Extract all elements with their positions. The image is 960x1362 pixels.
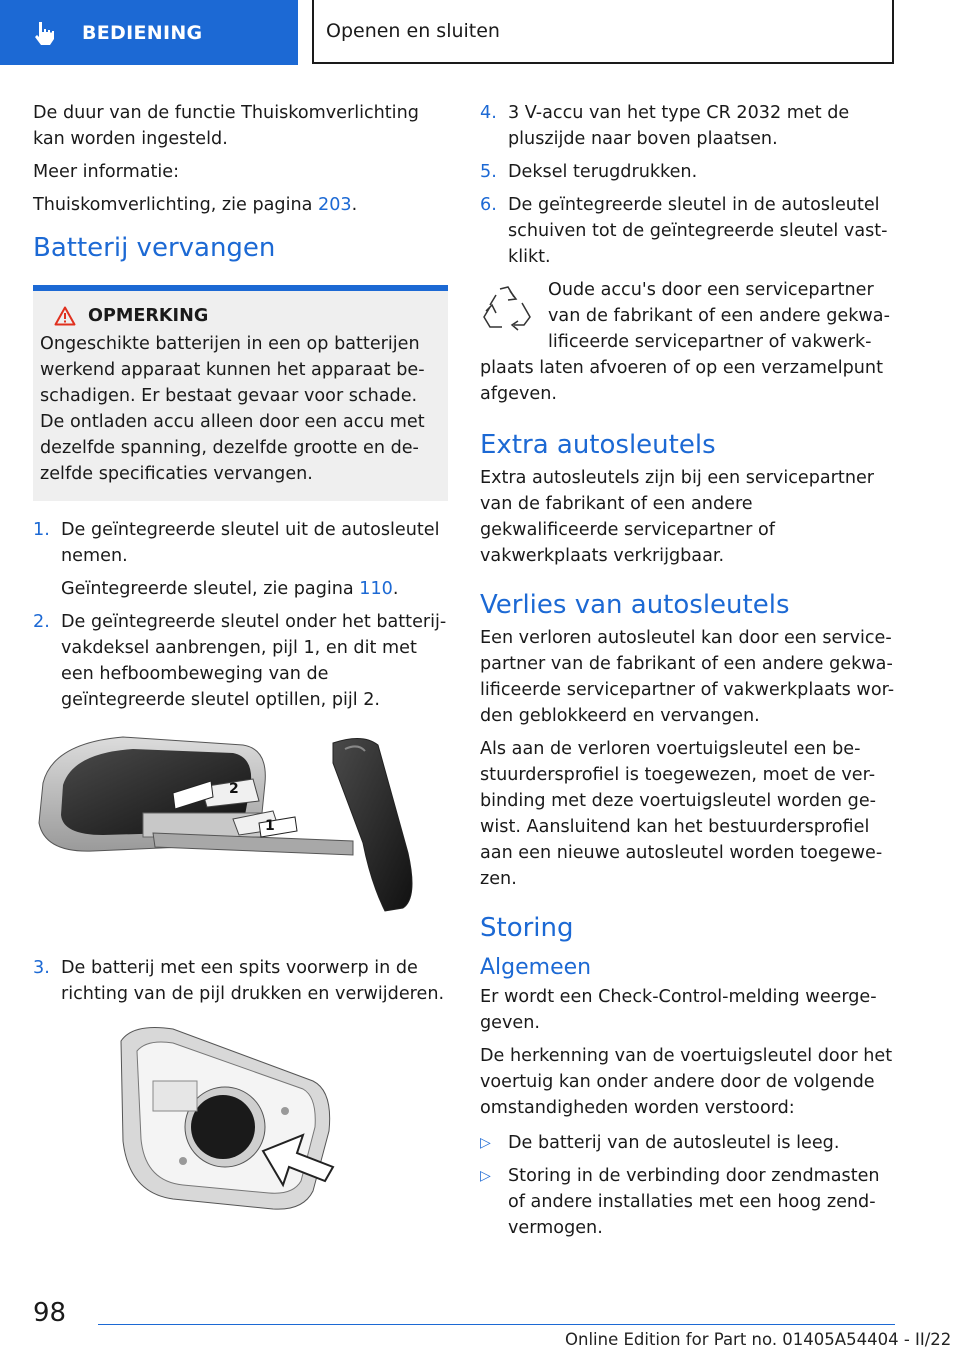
step-text: Deksel terugdrukken. (508, 162, 698, 182)
intro-more-info: Meer informatie: (33, 162, 180, 182)
step-item (480, 192, 895, 270)
arrow-label-2: 2 (229, 781, 239, 797)
page-number: 98 (33, 1298, 67, 1328)
step-item (480, 100, 895, 152)
bullet-item (480, 1163, 895, 1241)
reference-end: . (392, 579, 399, 599)
chapter-title: Openen en sluiten (326, 20, 500, 42)
step-number: 1. (33, 520, 50, 540)
hand-touch-icon (30, 18, 60, 48)
bullet-triangle-icon: ▷ (480, 1168, 491, 1184)
reference-text: Thuiskomverlichting, zie pagina (33, 195, 318, 215)
warning-note (33, 285, 448, 501)
step-number: 3. (33, 958, 50, 978)
step-text: De geïntegreerde sleutel in de autosleutel schuiven tot de geïntegreerde sleutel vast-klikt. (508, 195, 888, 267)
malfunction-text-1: Er wordt een Check-Control-melding weerge-geven. (480, 987, 877, 1033)
right-column (480, 100, 895, 1248)
bullet-triangle-icon: ▷ (480, 1135, 491, 1151)
key-illustration (33, 723, 447, 943)
recycle-text-continued: plaats laten afvoeren of op een verzamelpunt afgeven. (480, 358, 883, 404)
arrow-label-1: 1 (265, 818, 275, 834)
step-reference (61, 576, 447, 602)
battery-illustration (33, 1021, 447, 1221)
reference-text: Geïntegreerde sleutel, zie pagina (61, 579, 360, 599)
malfunction-text-2: De herkenning van de voertuigsleutel door het voertuig kan onder andere door de volgende omstandigheden worden verstoord: (480, 1046, 893, 1118)
page-link-203[interactable]: 203 (318, 195, 352, 215)
step-number: 4. (480, 103, 497, 123)
lost-keys-text-2: Als aan de verloren voertuigsleutel een be-stuurdersprofiel is toegewezen, moet de ver-binding met deze voertuigsleutel worden ge-wist. Aansluitend kan het bestuurdersprofiel aan een nieuwe autosleutel worden toegewe-zen. (480, 739, 883, 889)
note-body: Ongeschikte batterijen in een op batterijen werkend apparaat kunnen het apparaat be-schadigen. Er bestaat gevaar voor schade. De ontladen accu alleen door een accu met dezelfde spanning, dezelfde grootte en de-zelfde specificaties vervangen. (40, 334, 425, 484)
recycle-block (480, 277, 895, 407)
step-item (33, 609, 447, 713)
figure-battery-compartment (33, 1021, 447, 1221)
section-heading-battery: Batterij vervangen (33, 233, 276, 263)
left-column (33, 100, 447, 1221)
step-number: 2. (33, 612, 50, 632)
step-item (33, 517, 447, 602)
reference-end: . (351, 195, 358, 215)
warning-triangle-icon (54, 306, 76, 326)
step-text: De geïntegreerde sleutel uit de autosleutel nemen. (61, 520, 440, 566)
section-heading-extra-keys: Extra autosleutels (480, 430, 716, 460)
section-heading-malfunction: Storing (480, 913, 574, 943)
lost-keys-text-1: Een verloren autosleutel kan door een service-partner van de fabrikant of een andere gekwa-lificeerde servicepartner of vakwerkplaats wor-den geblokkeerd en vervangen. (480, 628, 895, 726)
step-number: 6. (480, 195, 497, 215)
section-heading-lost-keys: Verlies van autosleutels (480, 590, 790, 620)
recycle-text-wrap: Oude accu's door een servicepartner van de fabrikant of een andere gekwa-lificeerde servicepartner of vakwerk- (548, 280, 890, 352)
extra-keys-text: Extra autosleutels zijn bij een servicepartner van de fabrikant of een andere gekwalificeerde servicepartner of vakwerkplaats verkrijgbaar. (480, 468, 875, 566)
subheading-general: Algemeen (480, 955, 592, 980)
bullet-item (480, 1130, 895, 1156)
recycle-icon (480, 283, 536, 335)
figure-key-lever (33, 723, 447, 943)
bullet-text: De batterij van de autosleutel is leeg. (508, 1133, 840, 1153)
footer-divider (98, 1324, 895, 1325)
step-text: 3 V-accu van het type CR 2032 met de pluszijde naar boven plaatsen. (508, 103, 850, 149)
intro-paragraph: De duur van de functie Thuiskomverlichting kan worden ingesteld. (33, 103, 419, 149)
note-title-row (40, 303, 441, 329)
step-text: De batterij met een spits voorwerp in de richting van de pijl drukken en verwijderen. (61, 958, 445, 1004)
chapter-header (312, 0, 894, 64)
step-item (480, 159, 895, 185)
bullet-text: Storing in de verbinding door zendmasten of andere installaties met een hoog zend-vermogen. (508, 1166, 880, 1238)
step-text: De geïntegreerde sleutel onder het batterij-vakdeksel aanbrengen, pijl 1, en dit met een hefboombeweging van de geïntegreerde sleutel optillen, pijl 2. (61, 612, 447, 710)
step-item (33, 955, 447, 1007)
section-tab[interactable] (0, 0, 298, 65)
footer-edition: Online Edition for Part no. 01405A54404 - II/22 (565, 1330, 952, 1349)
step-number: 5. (480, 162, 497, 182)
note-title: OPMERKING (88, 306, 209, 326)
section-label: BEDIENING (82, 21, 203, 44)
intro-reference (33, 192, 447, 218)
page-link-110[interactable]: 110 (359, 579, 393, 599)
